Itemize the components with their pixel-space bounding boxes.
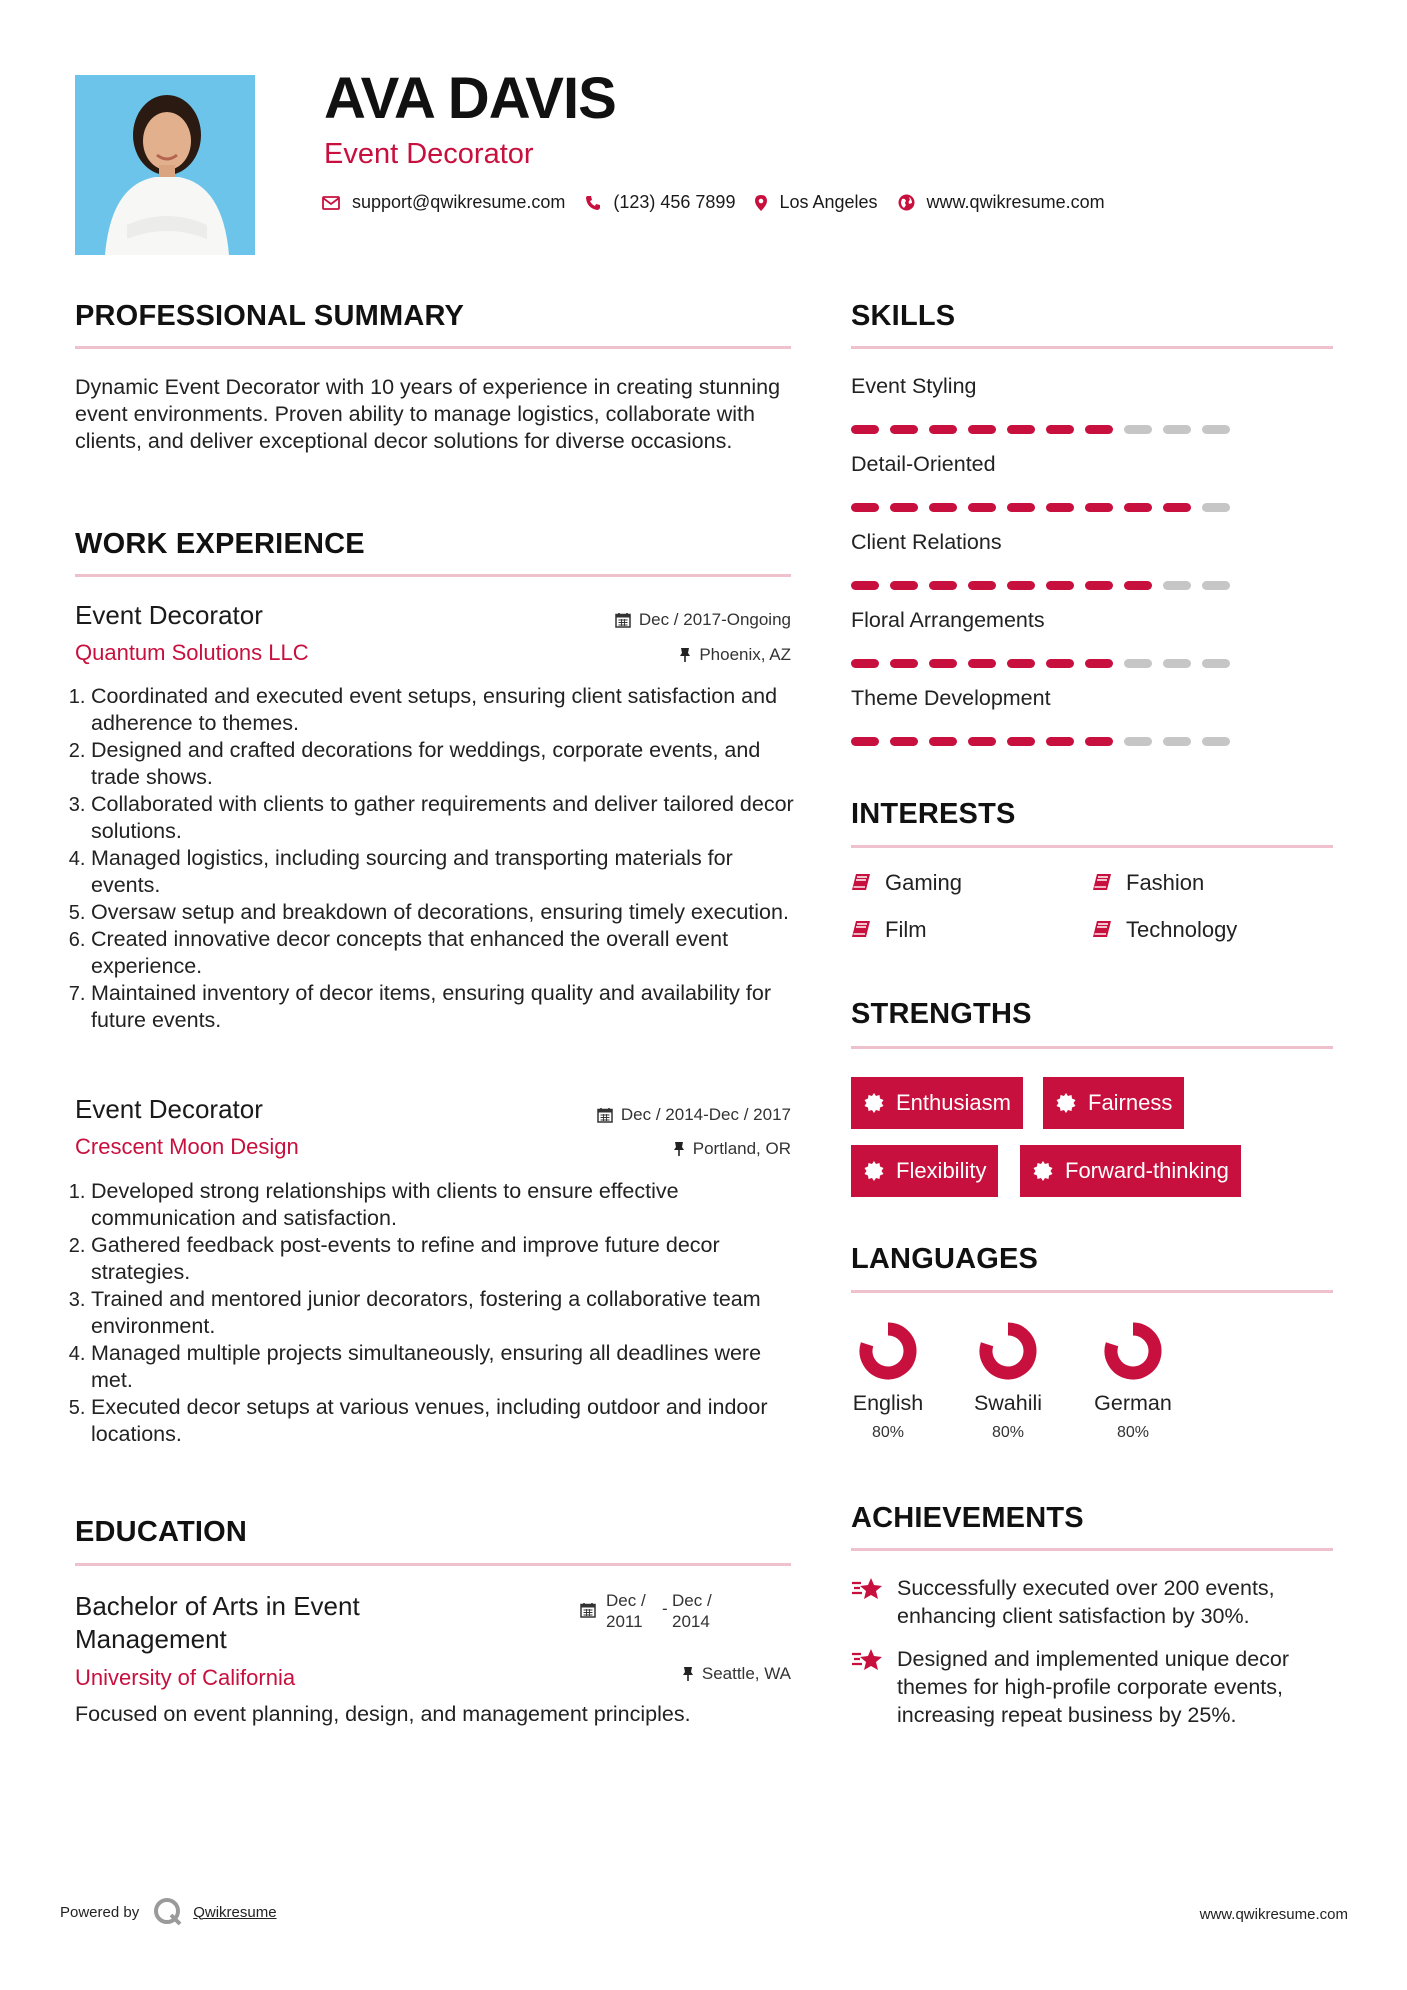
strength-label: Fairness	[1088, 1090, 1173, 1115]
job-location	[679, 645, 791, 665]
pushpin-icon	[673, 1141, 685, 1157]
strength-label: Flexibility	[896, 1158, 987, 1183]
footer-site[interactable]: www.qwikresume.com	[1199, 1906, 1348, 1923]
language-item	[958, 1320, 1058, 1442]
strength-label: Enthusiasm	[896, 1090, 1011, 1115]
degree-title: Bachelor of Arts in Event Management	[75, 1591, 360, 1654]
list-item: 3. Collaborated with clients to gather requirements and deliver tailored decor solutions.	[91, 791, 795, 845]
achievement-item	[851, 1645, 1336, 1729]
calendar-icon	[615, 612, 631, 628]
languages-heading: LANGUAGES	[851, 1243, 1039, 1275]
interest-label: Gaming	[885, 870, 963, 895]
skill-segment-filled	[1163, 503, 1191, 512]
skill-segment-filled	[1007, 737, 1035, 746]
map-pin-icon	[755, 195, 767, 211]
language-level-ring	[857, 1320, 919, 1382]
language-item	[1083, 1320, 1183, 1442]
contact-bar	[322, 192, 1125, 213]
list-item: 4. Managed multiple projects simultaneously, ensuring all deadlines were met.	[91, 1340, 795, 1394]
skills-divider	[851, 346, 1333, 349]
badge-icon	[1056, 1093, 1076, 1113]
skill-segment-empty	[1163, 737, 1191, 746]
footer-branding	[60, 1897, 277, 1927]
skill-segment-filled	[1007, 659, 1035, 668]
education-dates	[580, 1590, 728, 1632]
skill-segment-filled	[1046, 659, 1074, 668]
skill-segment-filled	[968, 425, 996, 434]
skill-segment-empty	[1124, 425, 1152, 434]
skill-segment-empty	[1202, 425, 1230, 434]
skill-segment-filled	[929, 737, 957, 746]
skill-segment-empty	[1124, 737, 1152, 746]
language-name: Swahili	[973, 1391, 1043, 1415]
list-item: 4. Managed logistics, including sourcing and transporting materials for events.	[91, 845, 795, 899]
skill-name: Detail-Oriented	[851, 452, 996, 476]
languages-divider	[851, 1290, 1333, 1293]
summary-heading: PROFESSIONAL SUMMARY	[75, 300, 465, 332]
skill-segment-empty	[1202, 659, 1230, 668]
list-item: 1. Developed strong relationships with clients to ensure effective communication and satisfaction.	[91, 1178, 795, 1232]
achievement-text: Successfully executed over 200 events, enhancing client satisfaction by 30%.	[897, 1576, 1275, 1628]
experience-divider	[75, 574, 791, 577]
phone-icon	[585, 195, 601, 211]
list-item: 2. Designed and crafted decorations for weddings, corporate events, and trade shows.	[91, 737, 795, 791]
skill-segment-empty	[1163, 581, 1191, 590]
job-title: Event Decorator	[75, 600, 263, 630]
candidate-name: AVA DAVIS	[324, 66, 616, 131]
qwikresume-logo-icon	[153, 1897, 183, 1927]
list-item: 1. Coordinated and executed event setups, ensuring client satisfaction and adherence to themes.	[91, 683, 795, 737]
language-name: German	[1094, 1391, 1172, 1415]
language-level-arc	[986, 1329, 1030, 1373]
location-text: Los Angeles	[779, 192, 878, 212]
company-name: Quantum Solutions LLC	[75, 640, 309, 665]
achievement-text: Designed and implemented unique decor themes for high-profile corporate events, increasing repeat business by 25%.	[897, 1647, 1290, 1727]
skill-segment-filled	[1007, 581, 1035, 590]
job-location	[673, 1139, 791, 1159]
education-start-date: Dec / 2011	[606, 1591, 646, 1631]
skill-segment-filled	[968, 659, 996, 668]
calendar-icon	[597, 1107, 613, 1123]
skill-rating-bar	[851, 659, 1241, 668]
profile-photo	[75, 75, 255, 255]
education-location-text: Seattle, WA	[701, 1664, 791, 1683]
education-heading: EDUCATION	[75, 1516, 248, 1548]
skill-rating-bar	[851, 581, 1241, 590]
book-icon	[1092, 920, 1112, 940]
company-name: Crescent Moon Design	[75, 1134, 299, 1159]
skill-segment-filled	[929, 659, 957, 668]
interest-label: Fashion	[1126, 870, 1205, 895]
skill-segment-filled	[1007, 503, 1035, 512]
job-responsibilities	[73, 683, 795, 1034]
job-location-text: Portland, OR	[692, 1139, 791, 1158]
language-item	[838, 1320, 938, 1442]
education-divider	[75, 1563, 791, 1566]
language-level-arc	[866, 1329, 910, 1373]
skill-segment-filled	[890, 503, 918, 512]
skill-segment-filled	[851, 581, 879, 590]
skills-heading: SKILLS	[851, 300, 956, 332]
skill-segment-empty	[1202, 503, 1230, 512]
skill-segment-filled	[1046, 503, 1074, 512]
skill-segment-filled	[1046, 581, 1074, 590]
skill-segment-filled	[890, 659, 918, 668]
interest-item	[1092, 870, 1204, 896]
language-percent: 80%	[871, 1424, 905, 1441]
calendar-icon	[580, 1602, 596, 1618]
badge-icon	[1033, 1161, 1053, 1181]
education-location	[682, 1664, 791, 1684]
skill-segment-filled	[851, 659, 879, 668]
badge-icon	[864, 1093, 884, 1113]
language-level-ring	[977, 1320, 1039, 1382]
book-icon	[851, 920, 871, 940]
interests-heading: INTERESTS	[851, 798, 1016, 830]
contact-website[interactable]	[898, 192, 1105, 213]
skill-segment-empty	[1163, 425, 1191, 434]
shooting-star-icon	[851, 1576, 885, 1602]
powered-by-label: Powered by	[60, 1903, 140, 1921]
interest-item	[851, 917, 927, 943]
list-item: 3. Trained and mentored junior decorators, fostering a collaborative team environment.	[91, 1286, 795, 1340]
language-level-ring	[1102, 1320, 1164, 1382]
skill-segment-filled	[890, 581, 918, 590]
skill-segment-filled	[851, 503, 879, 512]
achievements-heading: ACHIEVEMENTS	[851, 1502, 1084, 1534]
list-item: 5. Executed decor setups at various venues, including outdoor and indoor locations.	[91, 1394, 795, 1448]
experience-heading: WORK EXPERIENCE	[75, 528, 365, 560]
qwikresume-link[interactable]: Qwikresume	[193, 1903, 277, 1921]
education-description: Focused on event planning, design, and management principles.	[75, 1702, 691, 1726]
interests-divider	[851, 845, 1333, 848]
education-end-date: Dec / 2014	[672, 1591, 712, 1631]
envelope-icon	[322, 196, 340, 210]
interest-label: Technology	[1126, 917, 1238, 942]
skill-segment-filled	[1085, 503, 1113, 512]
badge-icon	[864, 1161, 884, 1181]
skill-segment-filled	[929, 503, 957, 512]
interest-item	[851, 870, 962, 896]
email-text: support@qwikresume.com	[352, 192, 566, 212]
job-dates-text: Dec / 2014-Dec / 2017	[620, 1105, 791, 1124]
job-dates-text: Dec / 2017-Ongoing	[638, 610, 791, 629]
skill-segment-filled	[851, 425, 879, 434]
skill-segment-filled	[1085, 659, 1113, 668]
globe-icon	[898, 194, 915, 211]
language-percent: 80%	[991, 1424, 1025, 1441]
skill-segment-empty	[1202, 581, 1230, 590]
skill-segment-empty	[1202, 737, 1230, 746]
contact-location	[755, 192, 877, 213]
job-responsibilities	[73, 1178, 795, 1448]
strength-tag	[1043, 1077, 1184, 1129]
skill-segment-filled	[968, 737, 996, 746]
contact-email[interactable]	[322, 192, 565, 213]
summary-divider	[75, 346, 791, 349]
skill-segment-filled	[890, 425, 918, 434]
skill-segment-filled	[1046, 425, 1074, 434]
contact-phone[interactable]	[585, 192, 735, 213]
skill-segment-filled	[851, 737, 879, 746]
skill-segment-filled	[1085, 581, 1113, 590]
skill-name: Theme Development	[851, 686, 1051, 710]
phone-text: (123) 456 7899	[613, 192, 736, 212]
strengths-divider	[851, 1046, 1333, 1049]
book-icon	[851, 873, 871, 893]
language-percent: 80%	[1116, 1424, 1150, 1441]
strength-tag	[851, 1145, 998, 1197]
skill-rating-bar	[851, 503, 1241, 512]
list-item: 7. Maintained inventory of decor items, ensuring quality and availability for future events.	[91, 980, 795, 1034]
skill-segment-filled	[1124, 503, 1152, 512]
pushpin-icon	[682, 1666, 694, 1682]
skill-segment-empty	[1163, 659, 1191, 668]
list-item: 6. Created innovative decor concepts that enhanced the overall event experience.	[91, 926, 795, 980]
language-level-arc	[1111, 1329, 1155, 1373]
book-icon	[1092, 873, 1112, 893]
job-dates	[615, 610, 791, 630]
job-dates	[597, 1105, 791, 1125]
list-item: 2. Gathered feedback post-events to refine and improve future decor strategies.	[91, 1232, 795, 1286]
skill-rating-bar	[851, 737, 1241, 746]
skill-segment-filled	[1124, 581, 1152, 590]
strength-tag	[851, 1077, 1023, 1129]
skill-segment-filled	[1085, 425, 1113, 434]
summary-text: Dynamic Event Decorator with 10 years of experience in creating stunning event environments. Proven ability to manage logistics, collaborate with clients, and deliver exceptional decor solutions for diverse occasions.	[75, 375, 781, 453]
job-location-text: Phoenix, AZ	[699, 645, 791, 664]
achievements-divider	[851, 1548, 1333, 1551]
achievement-item	[851, 1574, 1336, 1630]
skill-segment-filled	[1085, 737, 1113, 746]
school-name: University of California	[75, 1665, 296, 1690]
interest-item	[1092, 917, 1237, 943]
strength-label: Forward-thinking	[1065, 1158, 1229, 1183]
website-text: www.qwikresume.com	[926, 192, 1105, 212]
skill-segment-filled	[968, 581, 996, 590]
skill-segment-filled	[968, 503, 996, 512]
shooting-star-icon	[851, 1647, 885, 1673]
skill-segment-filled	[929, 581, 957, 590]
skill-segment-filled	[1046, 737, 1074, 746]
pushpin-icon	[679, 647, 691, 663]
candidate-title: Event Decorator	[324, 138, 534, 170]
skill-rating-bar	[851, 425, 1241, 434]
job-title: Event Decorator	[75, 1094, 263, 1124]
strength-tag	[1020, 1145, 1241, 1197]
skill-name: Floral Arrangements	[851, 608, 1045, 632]
skill-name: Event Styling	[851, 374, 977, 398]
skill-segment-filled	[929, 425, 957, 434]
education-date-separator: -	[662, 1599, 668, 1618]
skill-segment-filled	[1007, 425, 1035, 434]
skill-segment-empty	[1124, 659, 1152, 668]
skill-segment-filled	[890, 737, 918, 746]
language-name: English	[852, 1391, 924, 1415]
strengths-heading: STRENGTHS	[851, 998, 1032, 1030]
skill-name: Client Relations	[851, 530, 1002, 554]
interest-label: Film	[885, 917, 927, 942]
list-item: 5. Oversaw setup and breakdown of decorations, ensuring timely execution.	[91, 899, 795, 926]
